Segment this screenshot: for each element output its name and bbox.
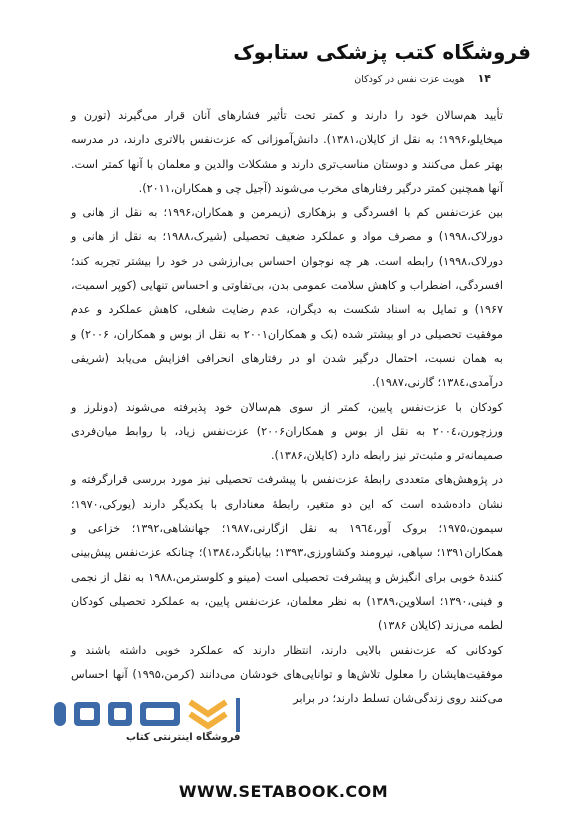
paragraph-4: در پژوهش‌های متعددی رابطهٔ عزت‌نفس با پیشرفت تحصیلی نیز مورد بررسی قرارگرفته و نشان داده‌شده است که این دو متغیر، رابطهٔ معناداری با یکدیگر دارند (یورکی،۱۹۷۰؛ سیمون،۱۹۷۵؛ بروک آور،۱۹٦٤ به نقل ازگارنی،۱۹۸۷؛ جهانشاهی،۱۳۹۲؛ خزاعی و همکاران۱۳۹۱؛ سپاهی، نیرومند وکشاورزی،۱۳۹۳؛ بیابانگرد،۱۳۸٤)؛ چنانکه عزت‌نفس پیش‌بینی کنندهٔ خوبی برای انگیزش و پیشرفت تحصیلی است (مینو و کلوسترمن،۱۹۸۸ به نقل از نجمی و فینی،۱۳۹۰؛ اسلاوین،۱۳۸۹) به نظر معلمان، عزت‌نفس پایین، به عملکرد تحصیلی کودکان لطمه می‌زند (کایلان ۱۳۸۶) (71, 473, 503, 633)
footer-url[interactable]: WWW.SETABOOK.COM (178, 782, 389, 801)
running-title: هویت عزت نفس در کودکان (354, 74, 465, 85)
store-title: فروشگاه کتب پزشکی ستابوک (233, 40, 531, 64)
paragraph-1: تأیید هم‌سالان خود را دارند و کمتر تحت تأثیر فشارهای آنان قرار می‌گیرند (تورن و میخایلو،۱۹۹۶؛ به نقل از کایلان،۱۳۸۱). دانش‌آموزانی که عزت‌نفس بالاتری دارند، در مدرسه بهتر عمل می‌کنند و دوستان مناسب‌تری دارند و مشکلات والدین و معلمان با آنها کمتر است. آنها همچنین کمتر درگیر رفتارهای مخرب می‌شوند (آجیل چی و همکاران،۲۰۱۱). (71, 109, 504, 195)
setabook-logo-icon (40, 694, 260, 734)
watermark-subtitle: فروشگاه اینترنتی کتاب (126, 732, 241, 743)
page-body (71, 104, 503, 711)
paragraph-3: کودکان با عزت‌نفس پایین، کمتر از سوی هم‌سالان خود پذیرفته می‌شوند (دونلرز و ورزچورن،۲۰۰٤ به نقل از بوس و همکاران۲۰۰۶) عزت‌نفس زیاد، با روابط میان‌فردی صمیمانه‌تر و مثبت‌تر نیز رابطه دارد (کایلان،۱۳۸۶). (71, 400, 503, 463)
paragraph-5: کودکانی که عزت‌نفس بالایی دارند، انتظار دارند که عملکرد خوبی داشته باشند و موفقیت‌هایشان را معلول تلاش‌ها و توانایی‌های خودشان می‌دانند (کرمن،۱۹۹۵) آنها احساس می‌کنند روی زندگی‌شان تسلط دارند؛ در برابر (71, 643, 503, 706)
paragraph-2: بین عزت‌نفس کم با افسردگی و بزهکاری (زیمرمن و همکاران،۱۹۹۶؛ به نقل از هانی و دورلاک،۱۹۹۸) و مصرف مواد و عملکرد ضعیف تحصیلی (شیرک،۱۹۸۸؛ به نقل از هانی و دورلاک،۱۹۹۸) رابطه است. هر چه نوجوان احساس بی‌ارزشی در خود را بیشتر تجربه کند؛ افسردگی، اضطراب و کاهش سلامت عمومی بدن، بی‌تفاوتی و احساس تنهایی (کوپر اسمیت، ۱۹۶۷) و تمایل به اسناد شکست به دیگران، عدم رضایت شغلی، کاهش عملکرد و عدم موفقیت تحصیلی در او بیشتر شده (بک و همکاران۲۰۰۱ به نقل از بوس و همکاران، ۲۰۰۶) و به همان نسبت، احتمال درگیر شدن او در رفتارهای انحرافی افزایش می‌یابد (شریفی درآمدی،۱۳۸٤؛ گارنی،۱۹۸۷). (71, 206, 503, 390)
setabook-watermark (30, 690, 330, 760)
running-header (71, 72, 491, 85)
page-number: ۱۴ (477, 72, 491, 85)
